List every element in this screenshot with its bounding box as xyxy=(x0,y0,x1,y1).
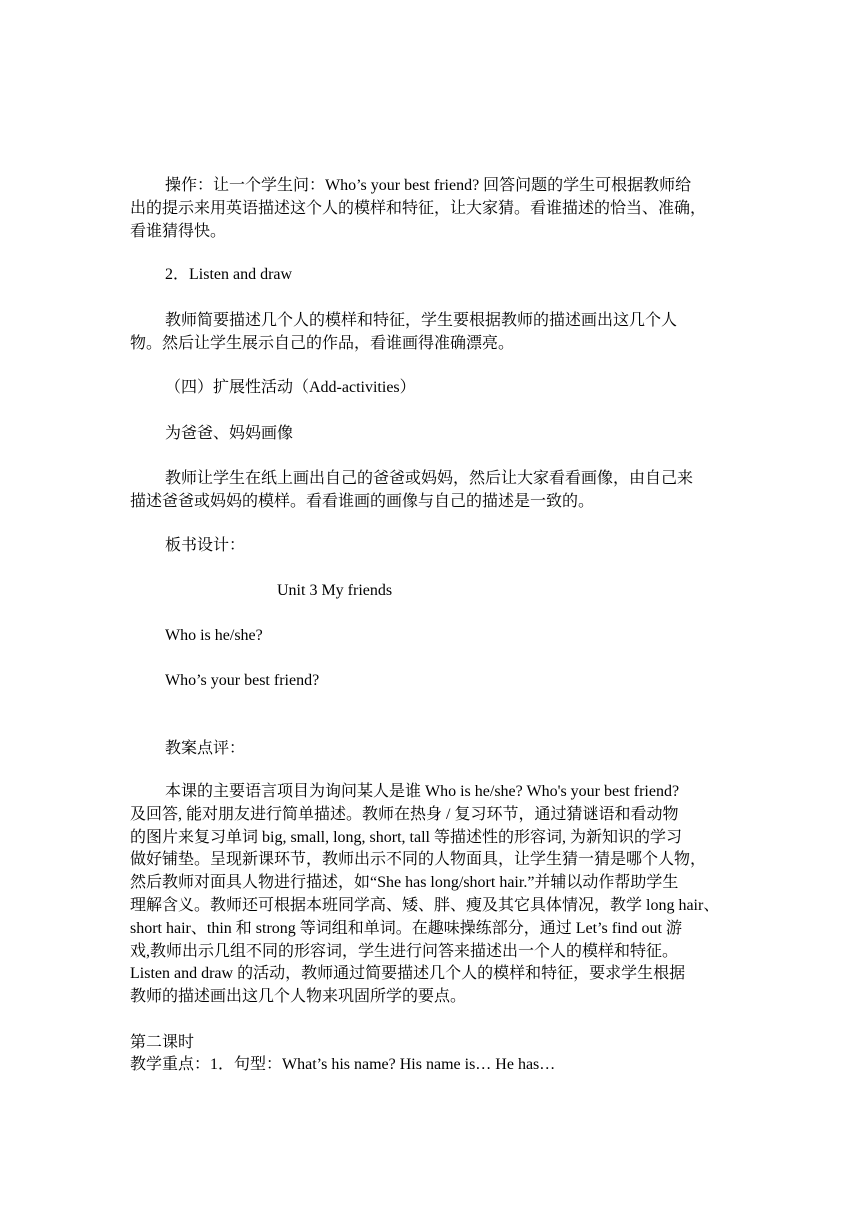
paragraph-comment xyxy=(130,781,730,1009)
text-line: 教师让学生在纸上画出自己的爸爸或妈妈，然后让大家看看画像，由自己来 xyxy=(165,470,694,487)
paragraph-portrait xyxy=(130,467,730,513)
board-line-best-friend: Who’s your best friend? xyxy=(165,672,320,689)
paragraph-operation xyxy=(130,174,730,243)
board-line-who-is: Who is he/she? xyxy=(165,627,263,644)
text-line: 出的提示来用英语描述这个人的模样和特征，让大家猜。看谁描述的恰当、准确， xyxy=(130,200,707,217)
text-line: 然后教师对面具人物进行描述，如“She has long/short hair.”并辅以动作帮助学生 xyxy=(130,874,679,892)
text-line: 及回答, 能对朋友进行简单描述。教师在热身 / 复习环节，通过猜谜语和看动物 xyxy=(130,805,679,823)
comment-label: 教案点评： xyxy=(165,740,246,757)
text-line: short hair、thin 和 strong 等词组和单词。在趣味操练部分，通过 Let’s find out 游 xyxy=(130,919,682,937)
text-line: 教师的描述画出这几个人物来巩固所学的要点。 xyxy=(130,988,467,1006)
text-line: 理解含义。教师还可根据本班同学高、矮、胖、瘦及其它具体情况，教学 long hair、 xyxy=(130,896,720,914)
text-line: 本课的主要语言项目为询问某人是谁 Who is he/she? Who's your best friend? xyxy=(165,783,680,800)
text-line: 物。然后让学生展示自己的作品，看谁画得准确漂亮。 xyxy=(130,335,515,352)
board-design-label: 板书设计： xyxy=(165,537,246,554)
lesson-2-title: 第二课时 xyxy=(130,1034,195,1051)
subheading-portrait: 为爸爸、妈妈画像 xyxy=(165,425,294,442)
text-line: 操作：让一个学生问：Who’s your best friend? 回答问题的学生可根据教师给 xyxy=(165,177,692,194)
text-line: 看谁猜得快。 xyxy=(130,223,227,240)
text-line: 教师简要描述几个人的模样和特征，学生要根据教师的描述画出这几个人 xyxy=(165,312,678,329)
text-line: 描述爸爸或妈妈的模样。看看谁画的画像与自己的描述是一致的。 xyxy=(130,493,595,510)
board-title: Unit 3 My friends xyxy=(277,582,393,599)
lesson-2-focus: 教学重点：1．句型：What’s his name? His name is… He has… xyxy=(130,1056,556,1073)
heading-add-activities: （四）扩展性活动（Add-activities） xyxy=(165,379,416,396)
text-line: 戏,教师出示几组不同的形容词，学生进行问答来描述出一个人的模样和特征。 xyxy=(130,942,679,960)
text-line: Listen and draw 的活动，教师通过简要描述几个人的模样和特征，要求学生根据 xyxy=(130,965,686,983)
paragraph-listen-and-draw xyxy=(130,309,730,355)
text-line: 的图片来复习单词 big, small, long, short, tall 等描述性的形容词, 为新知识的学习 xyxy=(130,828,682,846)
heading-listen-and-draw: 2．Listen and draw xyxy=(165,266,293,283)
text-line: 做好铺垫。呈现新课环节，教师出示不同的人物面具，让学生猜一猜是哪个人物， xyxy=(130,851,707,869)
